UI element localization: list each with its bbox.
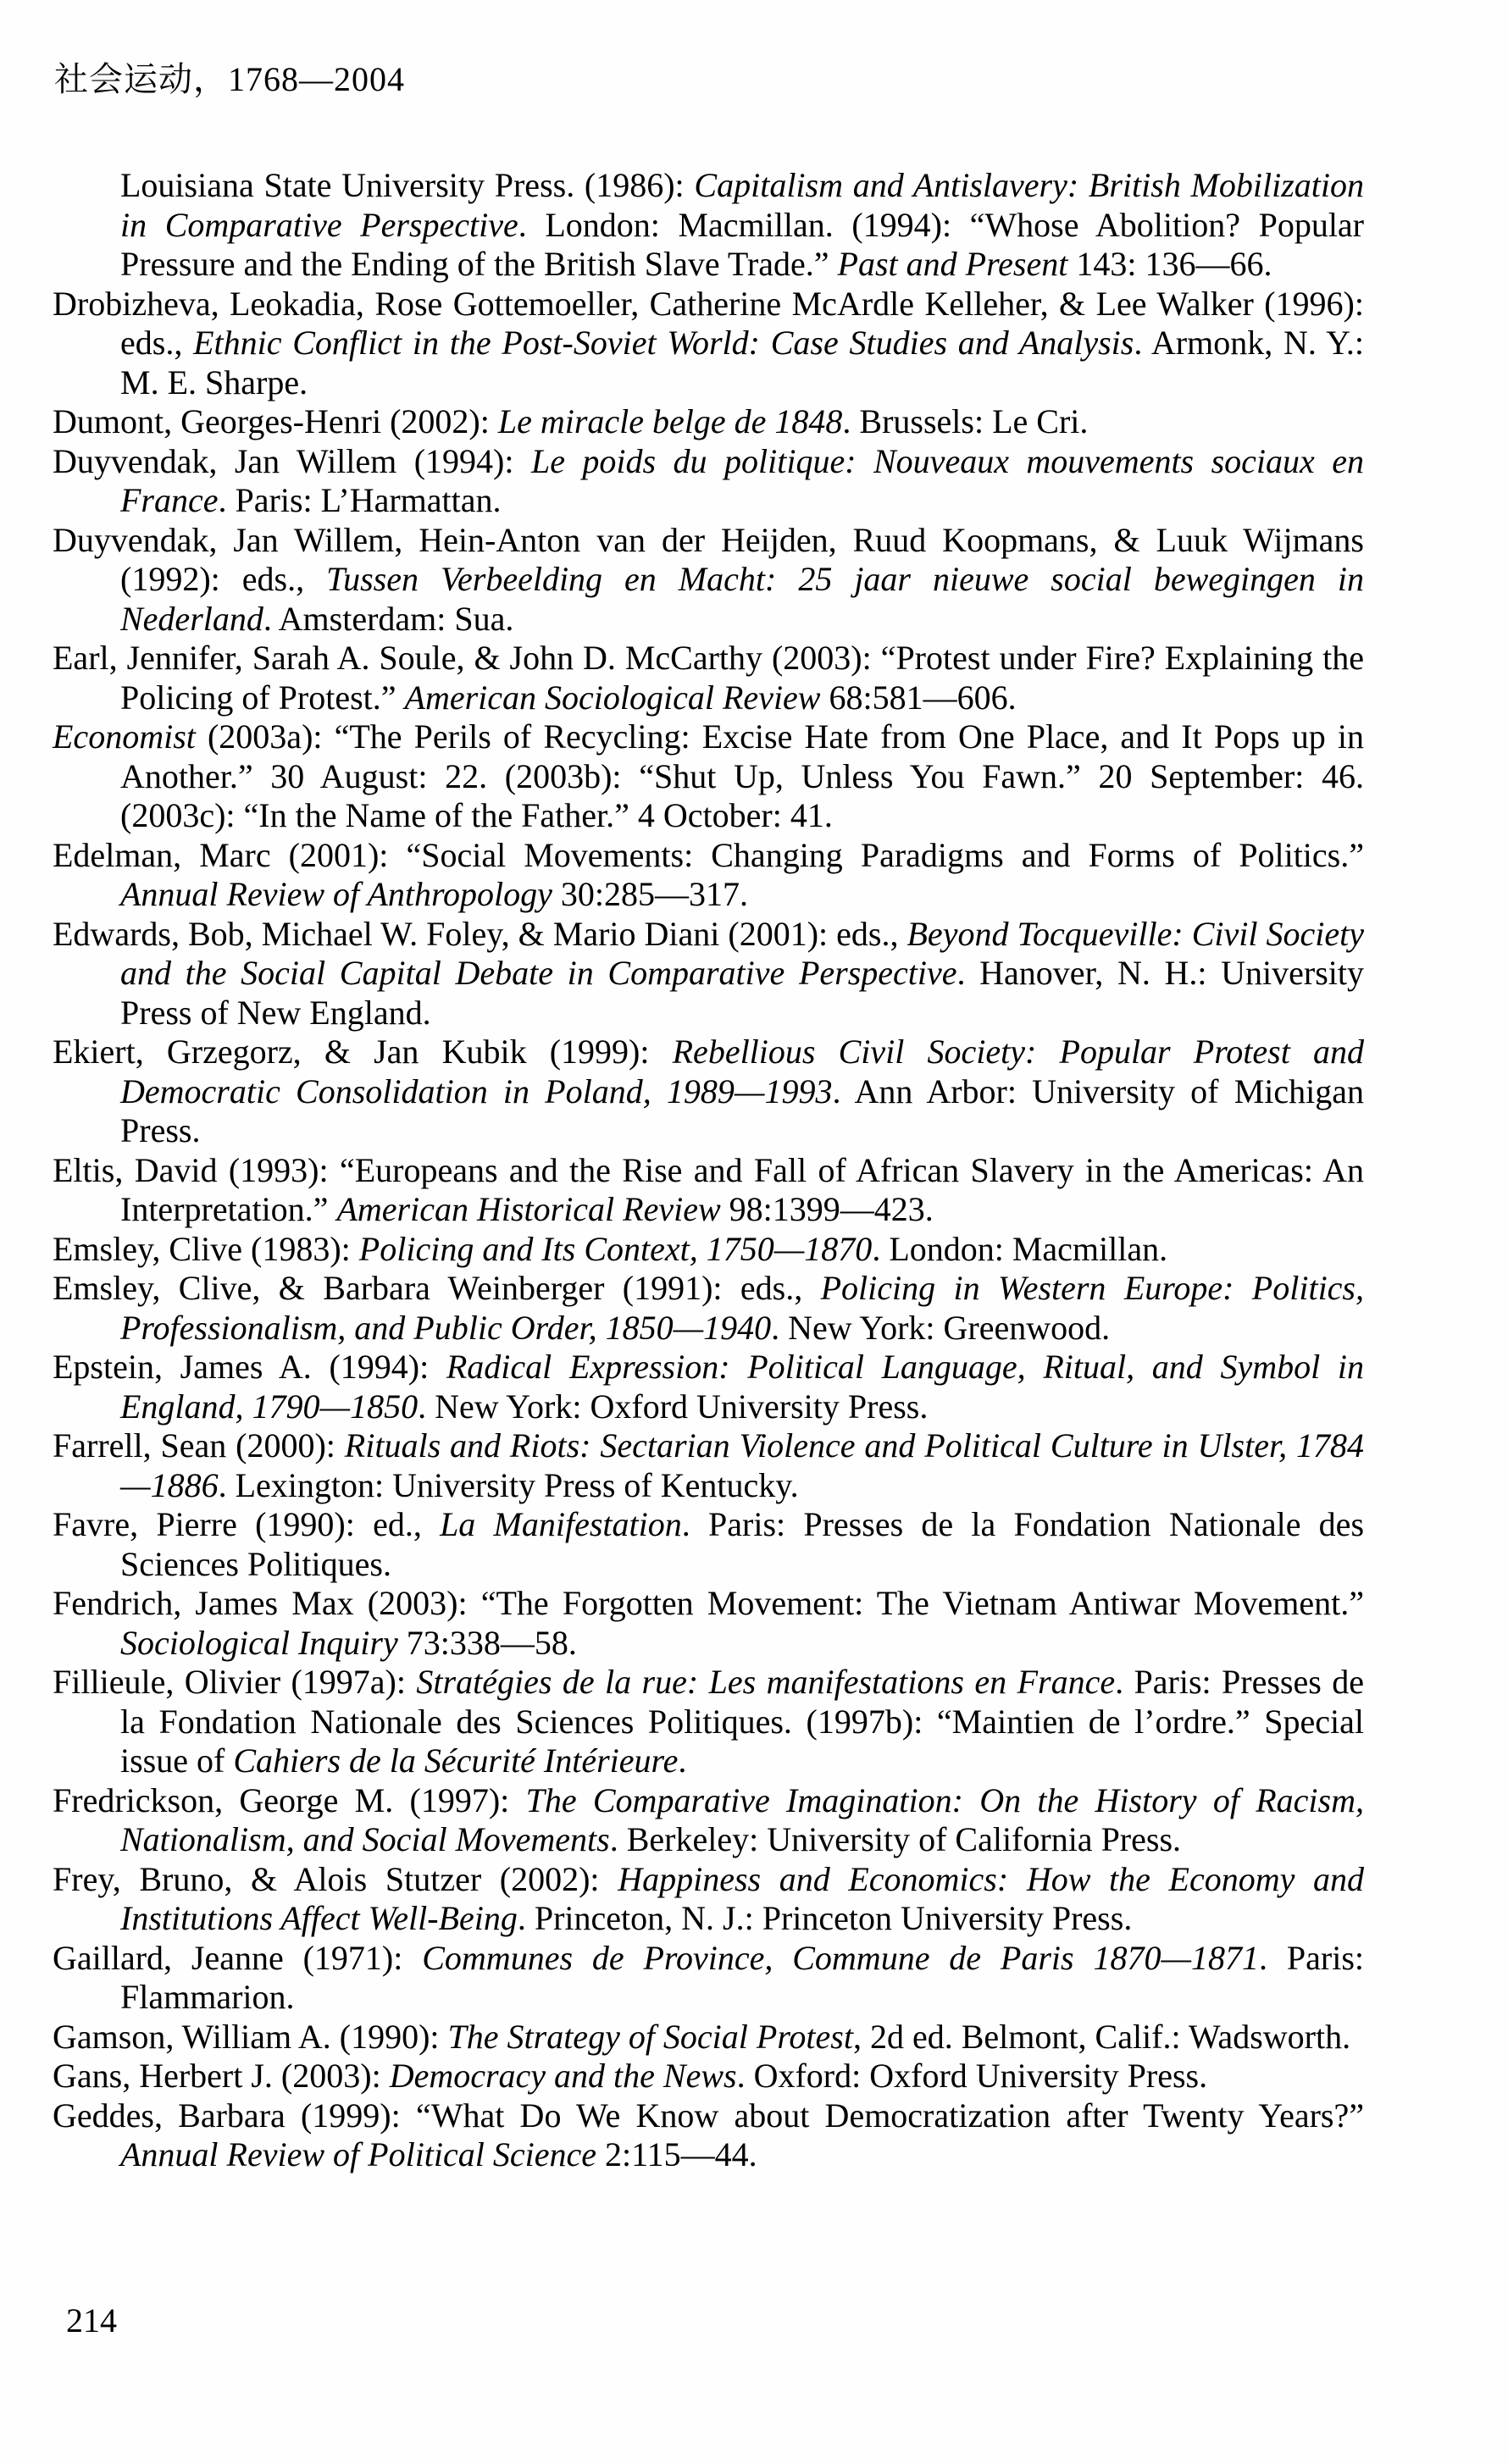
entry-segment: Louisiana State University Press. (1986): xyxy=(120,166,695,204)
entry-segment-italic: Communes de Province, Commune de Paris 1870—1871 xyxy=(422,1938,1260,1977)
entry-segment: 143: 136—66. xyxy=(1067,245,1272,283)
entry-segment-italic: Rebellious Civil Society: Popular Protest and Democratic Consolidation in Poland, 1989—1993 xyxy=(120,1033,1364,1110)
running-header: 社会运动，1768—2004 xyxy=(54,60,405,98)
bibliography-entry xyxy=(53,1348,1364,1426)
entry-segment: Epstein, James A. (1994): xyxy=(53,1348,446,1386)
page-number: 214 xyxy=(66,2301,117,2339)
entry-segment: . Armonk, N. Y.: M. E. Sharpe. xyxy=(120,324,1365,401)
bibliography-entry xyxy=(53,166,1364,285)
entry-segment-italic: Ethnic Conflict in the Post-Soviet World: Case Studies and Analysis xyxy=(193,324,1134,362)
entry-segment: Frey, Bruno, & Alois Stutzer (2002): xyxy=(53,1859,618,1898)
entry-segment: . London: Macmillan. (1994): “Whose Abolition? Popular Pressure and the Ending of the British Slave Trade.” xyxy=(120,205,1365,283)
entry-segment: Favre, Pierre (1990): ed., xyxy=(53,1505,441,1543)
entry-segment: 68:581—606. xyxy=(820,678,1017,717)
entry-segment-italic: Radical Expression: Political Language, Ritual, and Symbol in England, 1790—1850 xyxy=(120,1348,1364,1426)
entry-segment: . Berkeley: University of California Press. xyxy=(609,1820,1182,1858)
entry-segment: Edwards, Bob, Michael W. Foley, & Mario Diani (2001): eds., xyxy=(53,914,907,953)
entry-segment: Farrell, Sean (2000): xyxy=(53,1426,345,1465)
entry-segment: . Brussels: Le Cri. xyxy=(842,402,1089,440)
entry-segment-italic: Beyond Tocqueville: Civil Society and the Social Capital Debate in Comparative Perspective xyxy=(120,914,1364,992)
entry-segment-italic: Democracy and the News xyxy=(389,2057,737,2095)
entry-segment-italic: American Sociological Review xyxy=(404,678,821,717)
entry-segment: 98:1399—423. xyxy=(720,1190,934,1228)
bibliography-entry xyxy=(53,1939,1364,2018)
bibliography-entry xyxy=(53,1269,1364,1348)
entry-segment: . New York: Oxford University Press. xyxy=(418,1387,929,1426)
bibliography-entry xyxy=(53,1860,1364,1939)
entry-segment: Eltis, David (1993): “Europeans and the Rise and Fall of African Slavery in the Americas: An Interpretation.” xyxy=(53,1150,1364,1228)
entry-segment: . Hanover, N. H.: University Press of New England. xyxy=(120,954,1365,1032)
bibliography-entry xyxy=(53,836,1364,915)
entry-segment: 2:115—44. xyxy=(596,2135,757,2173)
entry-segment: . Paris: L’Harmattan. xyxy=(218,481,502,519)
entry-segment: 73:338—58. xyxy=(397,1623,577,1662)
entry-segment: . Ann Arbor: University of Michigan Press. xyxy=(120,1071,1364,1149)
entry-segment: Duyvendak, Jan Willem (1994): xyxy=(53,441,531,480)
bibliography-entry xyxy=(53,1584,1364,1663)
entry-segment-italic: Le poids du politique: Nouveaux mouvements sociaux en France xyxy=(120,441,1364,519)
entry-segment: 30:285—317. xyxy=(552,875,749,913)
entry-segment: Drobizheva, Leokadia, Rose Gottemoeller, Catherine McArdle Kelleher, & Lee Walker (1996): eds., xyxy=(53,284,1364,362)
entry-segment: Earl, Jennifer, Sarah A. Soule, & John D. McCarthy (2003): “Protest under Fire? Explaining the Policing of Protest.” xyxy=(53,639,1364,717)
entry-segment: . xyxy=(678,1741,687,1780)
bibliography-entry xyxy=(53,442,1364,521)
bibliography-list xyxy=(53,166,1364,2175)
bibliography-entry xyxy=(53,915,1364,1033)
bibliography-entry xyxy=(53,1033,1364,1151)
entry-segment: Geddes, Barbara (1999): “What Do We Know about Democratization after Twenty Years?” xyxy=(53,2096,1364,2135)
entry-segment: . Amsterdam: Sua. xyxy=(263,599,514,638)
bibliography-entry xyxy=(53,2057,1364,2096)
entry-segment-italic: Sociological Inquiry xyxy=(120,1623,398,1662)
entry-segment: . Lexington: University Press of Kentucky. xyxy=(218,1465,799,1504)
entry-segment-italic: Cahiers de la Sécurité Intérieure xyxy=(233,1741,679,1780)
entry-segment: . Paris: Flammarion. xyxy=(120,1938,1365,2016)
bibliography-entry xyxy=(53,1230,1364,1270)
entry-segment-italic: Policing and Its Context, 1750—1870 xyxy=(358,1229,873,1268)
entry-segment-italic: Tussen Verbeelding en Macht: 25 jaar nieuwe social bewegingen in Nederland xyxy=(120,560,1365,638)
entry-segment: . Oxford: Oxford University Press. xyxy=(736,2057,1208,2095)
entry-segment-italic: La Manifestation xyxy=(440,1505,682,1543)
entry-segment: Dumont, Georges-Henri (2002): xyxy=(53,402,498,440)
entry-segment-italic: Policing in Western Europe: Politics, Professionalism, and Public Order, 1850—1940 xyxy=(120,1269,1364,1347)
entry-segment: Ekiert, Grzegorz, & Jan Kubik (1999): xyxy=(53,1033,673,1071)
entry-segment: Gans, Herbert J. (2003): xyxy=(53,2057,390,2095)
entry-segment-italic: Capitalism and Antislavery: British Mobilization in Comparative Perspective xyxy=(120,166,1364,244)
entry-segment-italic: Economist xyxy=(53,717,196,756)
bibliography-entry xyxy=(53,1663,1364,1781)
entry-segment: Gaillard, Jeanne (1971): xyxy=(53,1938,423,1977)
entry-segment-italic: Stratégies de la rue: Les manifestations en France xyxy=(416,1663,1116,1701)
entry-segment-italic: American Historical Review xyxy=(336,1190,721,1228)
entry-segment: Fillieule, Olivier (1997a): xyxy=(53,1663,417,1701)
entry-segment-italic: The Strategy of Social Protest xyxy=(447,2017,853,2056)
entry-segment: Emsley, Clive, & Barbara Weinberger (1991): eds., xyxy=(53,1269,821,1307)
entry-segment: Fendrich, James Max (2003): “The Forgotten Movement: The Vietnam Antiwar Movement.” xyxy=(53,1584,1364,1622)
bibliography-entry xyxy=(53,402,1364,442)
entry-segment-italic: Le miracle belge de 1848 xyxy=(497,402,843,440)
entry-segment: , 2d ed. Belmont, Calif.: Wadsworth. xyxy=(852,2017,1351,2056)
bibliography-entry xyxy=(53,1505,1364,1584)
entry-segment: . Princeton, N. J.: Princeton University Press. xyxy=(517,1899,1133,1937)
entry-segment: Fredrickson, George M. (1997): xyxy=(53,1780,526,1819)
bibliography-entry xyxy=(53,2096,1364,2175)
entry-segment: Edelman, Marc (2001): “Social Movements: Changing Paradigms and Forms of Politics.” xyxy=(53,835,1364,874)
entry-segment: . New York: Greenwood. xyxy=(771,1308,1111,1347)
entry-segment: Duyvendak, Jan Willem, Hein-Anton van der Heijden, Ruud Koopmans, & Luuk Wijmans (1992): eds., xyxy=(53,520,1364,598)
bibliography-entry xyxy=(53,717,1364,836)
entry-segment: (2003a): “The Perils of Recycling: Excise Hate from One Place, and It Pops up in Another.” 30 August: 22. (2003b): “Shut Up, Unless You Fawn.” 20 September: 46. (2003c): “In the Name of the Father.” 4 October: 41. xyxy=(120,717,1364,834)
entry-segment-italic: Happiness and Economics: How the Economy and Institutions Affect Well-Being xyxy=(120,1859,1364,1937)
bibliography-entry xyxy=(53,285,1364,403)
entry-segment-italic: The Comparative Imagination: On the History of Racism, Nationalism, and Social Movements xyxy=(120,1780,1365,1858)
bibliography-entry xyxy=(53,639,1364,717)
entry-segment-italic: Rituals and Riots: Sectarian Violence and Political Culture in Ulster, 1784—1886 xyxy=(120,1426,1364,1504)
bibliography-entry xyxy=(53,521,1364,640)
entry-segment: Emsley, Clive (1983): xyxy=(53,1229,359,1268)
entry-segment: . Paris: Presses de la Fondation Nationale des Sciences Politiques. (1997b): “Maintien de l’ordre.” Special issue of xyxy=(120,1663,1365,1780)
entry-segment: Gamson, William A. (1990): xyxy=(53,2017,448,2056)
bibliography-entry xyxy=(53,2018,1364,2057)
bibliography-entry xyxy=(53,1781,1364,1860)
bibliography-entry xyxy=(53,1426,1364,1505)
entry-segment-italic: Annual Review of Political Science xyxy=(120,2135,597,2173)
entry-segment-italic: Past and Present xyxy=(837,245,1068,283)
entry-segment-italic: Annual Review of Anthropology xyxy=(120,875,552,913)
entry-segment: . Paris: Presses de la Fondation Nationale des Sciences Politiques. xyxy=(120,1505,1365,1583)
entry-segment: . London: Macmillan. xyxy=(872,1229,1168,1268)
bibliography-entry xyxy=(53,1151,1364,1230)
